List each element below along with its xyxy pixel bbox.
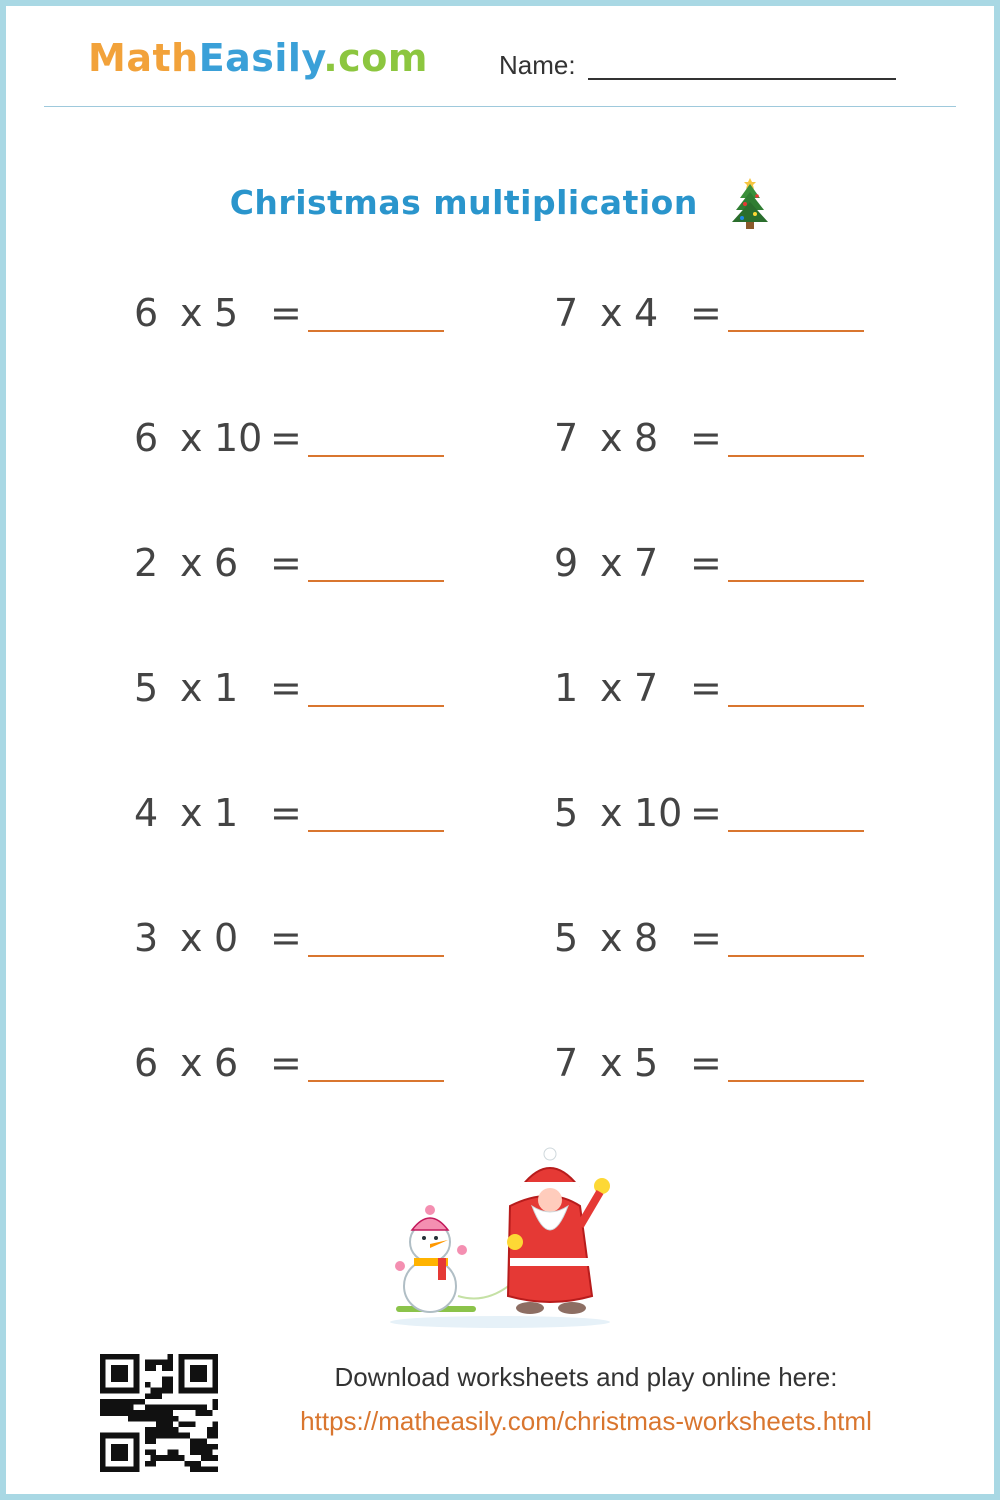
factor-a: 7 [554,1041,579,1085]
name-field-line[interactable] [588,78,896,80]
equals-sign: = [690,291,722,335]
times-sign: x [180,1041,203,1085]
equals-sign: = [270,791,302,835]
answer-blank[interactable] [308,705,444,707]
equals-sign: = [690,1041,722,1085]
worksheet-page [6,6,994,1494]
equals-sign: = [270,291,302,335]
answer-blank[interactable] [728,705,864,707]
problem-row [134,1038,454,1088]
answer-blank[interactable] [728,955,864,957]
footer-download-text: Download worksheets and play online here: [334,1362,838,1392]
factor-a: 3 [134,916,159,960]
factor-b: 10 [214,416,263,460]
qr-code[interactable] [100,1354,218,1472]
times-sign: x [600,791,623,835]
factor-b: 10 [634,791,683,835]
answer-blank[interactable] [728,580,864,582]
name-label: Name: [499,50,576,80]
problem-row [554,538,874,588]
times-sign: x [600,291,623,335]
equals-sign: = [270,1041,302,1085]
factor-a: 5 [554,791,579,835]
factor-a: 4 [134,791,159,835]
equals-sign: = [690,666,722,710]
problem-row [554,288,874,338]
times-sign: x [180,541,203,585]
worksheet-title-row [6,174,994,224]
logo-com: .com [323,36,428,80]
factor-a: 7 [554,416,579,460]
times-sign: x [180,291,203,335]
answer-blank[interactable] [728,330,864,332]
answer-blank[interactable] [308,1080,444,1082]
factor-a: 6 [134,1041,159,1085]
answer-blank[interactable] [308,830,444,832]
answer-blank[interactable] [308,330,444,332]
factor-a: 7 [554,291,579,335]
site-logo[interactable] [88,36,428,80]
logo-math: Math [88,36,199,80]
problem-row [554,913,874,963]
factor-a: 1 [554,666,579,710]
equals-sign: = [270,416,302,460]
problem-row [554,1038,874,1088]
factor-a: 5 [554,916,579,960]
times-sign: x [600,541,623,585]
logo-easily: Easily [198,36,324,80]
factor-b: 1 [214,791,239,835]
equals-sign: = [690,791,722,835]
equals-sign: = [270,541,302,585]
factor-b: 7 [634,541,659,585]
factor-b: 4 [634,291,659,335]
problem-row [554,788,874,838]
problem-row [134,663,454,713]
times-sign: x [180,416,203,460]
factor-a: 6 [134,416,159,460]
equals-sign: = [690,541,722,585]
equals-sign: = [270,666,302,710]
factor-b: 5 [634,1041,659,1085]
times-sign: x [180,791,203,835]
factor-a: 2 [134,541,159,585]
equals-sign: = [270,916,302,960]
factor-a: 5 [134,666,159,710]
factor-b: 8 [634,416,659,460]
times-sign: x [180,666,203,710]
problem-row [554,663,874,713]
answer-blank[interactable] [308,455,444,457]
answer-blank[interactable] [308,580,444,582]
times-sign: x [600,916,623,960]
problem-row [134,788,454,838]
footer-link[interactable]: https://matheasily.com/christmas-worksheets.html [300,1406,872,1436]
snowman-and-santa-illustration [380,1146,620,1331]
christmas-tree-icon [730,174,770,230]
factor-b: 8 [634,916,659,960]
factor-b: 7 [634,666,659,710]
problem-row [134,288,454,338]
factor-b: 6 [214,541,239,585]
factor-b: 6 [214,1041,239,1085]
answer-blank[interactable] [728,830,864,832]
problem-row [134,538,454,588]
factor-b: 5 [214,291,239,335]
header-divider [44,106,956,107]
factor-b: 1 [214,666,239,710]
equals-sign: = [690,416,722,460]
answer-blank[interactable] [728,455,864,457]
header [6,6,994,116]
times-sign: x [600,1041,623,1085]
factor-a: 9 [554,541,579,585]
times-sign: x [180,916,203,960]
answer-blank[interactable] [308,955,444,957]
equals-sign: = [690,916,722,960]
times-sign: x [600,416,623,460]
problem-row [134,913,454,963]
answer-blank[interactable] [728,1080,864,1082]
factor-a: 6 [134,291,159,335]
problem-row [554,413,874,463]
worksheet-title: Christmas multiplication [229,182,698,222]
factor-b: 0 [214,916,239,960]
problem-row [134,413,454,463]
times-sign: x [600,666,623,710]
